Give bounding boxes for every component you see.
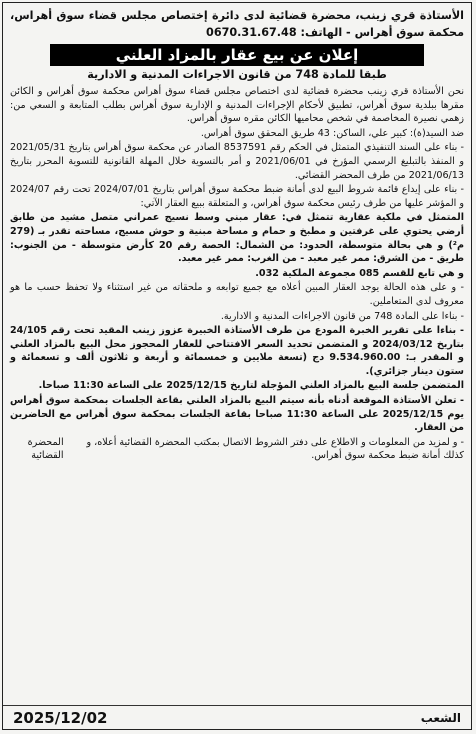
paragraph-session: المتضمن جلسة البيع بالمزاد العلني المؤجلة لتاريخ 2025/12/15 على الساعة 11:30 صباحا.	[38, 380, 464, 392]
header-text: الأستاذة قري زينب، محضرة قضائية لدى دائرة إختصاص مجلس قضاء سوق أهراس، محكمة سوق أهراس - الهاتف:	[10, 9, 464, 39]
signature-title: المحضرة القضائية	[27, 436, 64, 462]
notice-body	[10, 85, 464, 463]
paragraph-article: - بناءا على المادة 748 من قانون الاجراءات المدنية و الادارية.	[220, 310, 464, 322]
paragraph-expertise: - بناءا على تقرير الخبرة المودع من طرف الأستاذة الخبيرة عزوز زينب المقيد تحت رقم 24/105 بتاريخ 2024/03/12 و المتضمن تحديد السعر الافتتاحي للعقار المحجوز محل البيع بالمزاد العلني و المقدر بـ: 9.534.960.00 دج (تسعة ملايين و خمسمائة و أربعة و ثلاثون ألف و تسعمائة و ستون دينار جزائري).	[10, 325, 464, 377]
paragraph-property: المتمثل في ملكية عقارية تتمثل في: عقار مبني وسط نسيج عمراني متصل مشيد من طابق أرضي يحتوي على غرفتين و مطبخ و حمام و مساحة مبنية و حوش مسيج، مساحته تقدر بـ (279 م²) و هي بحالة متوسطة، الحدود: من الشمال: الحصة رقم 20 كأرض متوسطة - من الجنوب: طريق - من الشرق: ممر غير معبد - من الغرب: ممر غير معبد.	[10, 212, 464, 265]
paragraph-judgment: - بناء على السند التنفيذي المتمثل في الحكم رقم 8537591 الصادر عن محكمة سوق أهراس بتاريخ 2021/05/31 و المنفذ بالتبليغ الرسمي المؤرخ في 2021/06/01 و أمر بالتسوية خلال المهلة القانونية للتسوية المحرر بتاريخ 2021/06/13 من طرف المحضر القضائي.	[10, 142, 464, 181]
paragraph-state: - و على هذه الحالة يوجد العقار المبين أعلاه مع جميع توابعه و ملحقاته من غير استثناء ولا تحفظ حسب ما هو معروف لدى المتعاملين.	[10, 282, 464, 307]
paragraph-announcement: - تعلن الأستاذة الموقعة أدناه بأنه سيتم البيع بالمزاد العلني بقاعة الجلسات بمحكمة سوق أهراس يوم 2025/12/15 على الساعة 11:30 صباحا بقاعة الجلسات بمحكمة سوق أهراس مع الحاضرين من العقار.	[10, 395, 464, 434]
signature-info: - و لمزيد من المعلومات و الاطلاع على دفتر الشروط الاتصال بمكتب المحضرة القضائية أعلاه، و كذلك أمانة ضبط محكمة سوق أهراس.	[86, 436, 464, 462]
paragraph-section: و هي تابع للقسم 085 مجموعة الملكية 032.	[255, 267, 464, 279]
notice-header	[10, 7, 464, 41]
notice-subtitle: طبقا للمادة 748 من قانون الاجراءات المدنية و الادارية	[87, 68, 387, 81]
publication-date: 2025/12/02	[13, 708, 108, 727]
notice-footer	[3, 705, 471, 729]
legal-notice-page	[2, 2, 472, 730]
paragraph-conditions: - بناء على إيداع قائمة شروط البيع لدى أمانة ضبط محكمة سوق أهراس بتاريخ 2024/07/01 تحت رقم 2024/07 و المؤشر عليها من طرف رئيس محكمة سوق أهراس، و المتعلقة ببيع العقار الآتي:	[10, 184, 464, 209]
paragraph-defendant: ضد السيد(ة): كبير علي، الساكن: 43 طريق المحقق سوق أهراس.	[200, 127, 464, 139]
signature-row	[10, 436, 464, 463]
publication-name: الشعب	[420, 710, 461, 725]
header-phone: 0670.31.67.48	[206, 26, 297, 39]
paragraph-intro: نحن الأستاذة قري زينب محضرة قضائية لدى اختصاص مجلس قضاء سوق أهراس محكمة سوق أهراس و الكائن مقرها ببلدية سوق أهراس، تطبيق لأحكام الإجراءات المدنية و الإدارية سوق أهراس بطلب المتابعة و السعي من: زهمي نصيرة المخاصمة في شخص محاميها الكائن مقره سوق أهراس.	[10, 86, 464, 125]
notice-title: إعلان عن بيع عقار بالمزاد العلني	[50, 44, 424, 66]
